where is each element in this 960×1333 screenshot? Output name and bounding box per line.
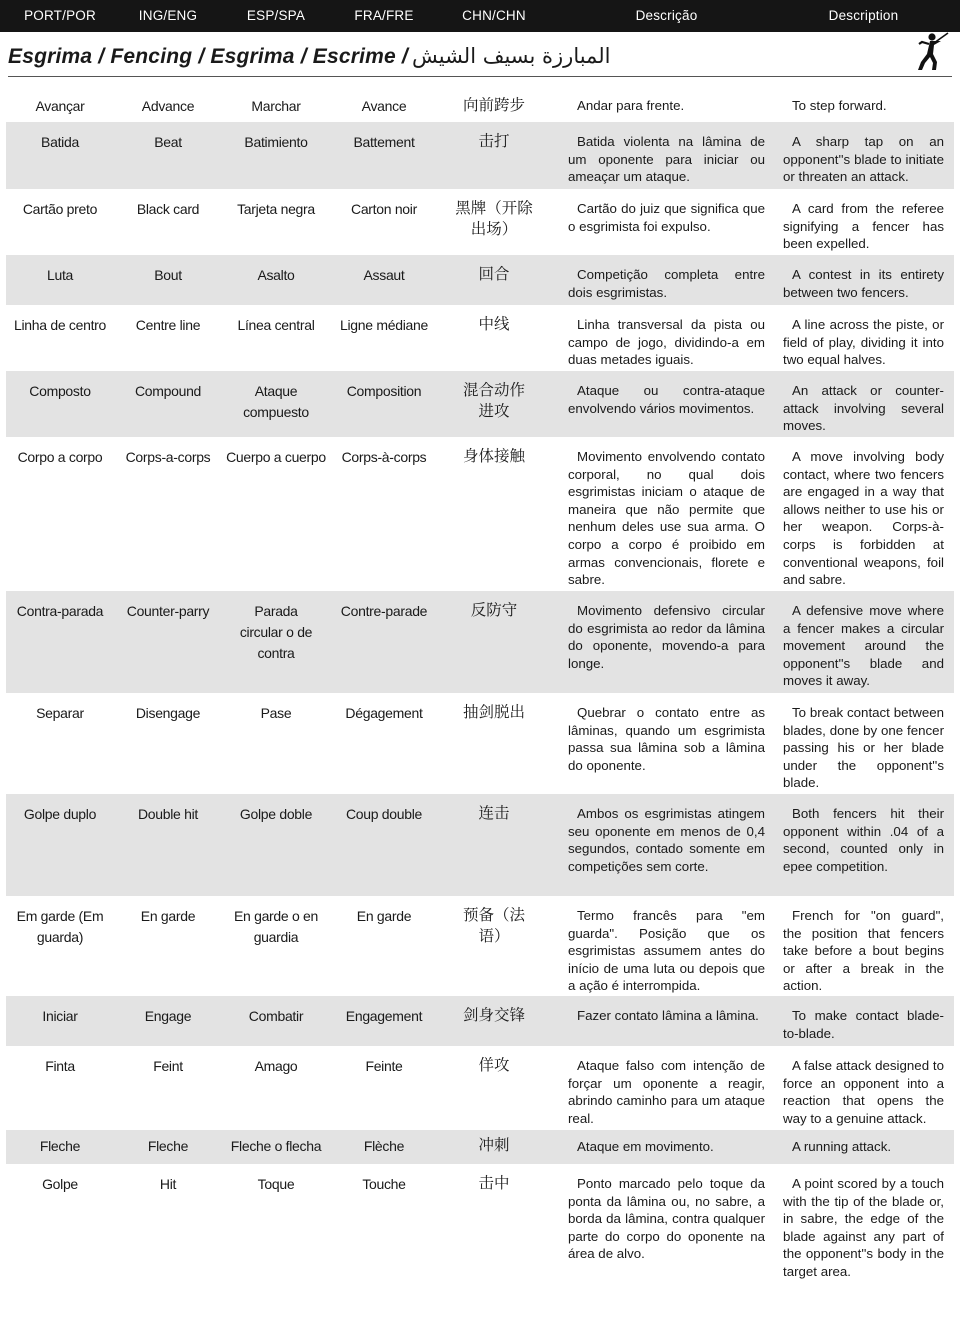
description-pt: Batida violenta na lâmina de um oponente para iniciar ou ameaçar um ataque. — [568, 134, 765, 185]
page-title — [8, 44, 610, 69]
description-pt: Ataque em movimento. — [577, 1139, 714, 1154]
term-fra: Dégagement — [345, 705, 423, 721]
term-spa: Línea central — [237, 317, 315, 333]
term-chn: 剑身交锋 — [462, 1006, 525, 1024]
description-en: A sharp tap on an opponent''s blade to initiate or threaten an attack. — [783, 134, 944, 185]
table-row — [6, 305, 954, 371]
term-spa: Fleche o flecha — [230, 1138, 322, 1154]
term-chn: 预备（法语） — [462, 906, 525, 945]
table-row — [6, 189, 954, 255]
description-en: An attack or counter-attack involving several moves. — [783, 383, 944, 434]
term-por: Separar — [36, 705, 84, 721]
term-eng: Fleche — [147, 1138, 189, 1154]
column-header-bar — [0, 0, 960, 32]
term-eng: Double hit — [137, 806, 199, 822]
term-spa: Ataque compuesto — [243, 383, 309, 420]
term-por: Corpo a corpo — [17, 449, 103, 465]
term-spa: Cuerpo a cuerpo — [226, 449, 326, 465]
term-eng: Disengage — [135, 705, 201, 721]
description-pt: Competição completa entre dois esgrimistas. — [568, 267, 765, 300]
term-fra: Contre-parade — [340, 603, 428, 619]
description-pt: Ataque ou contra-ataque envolvendo vários movimentos. — [568, 383, 765, 416]
description-pt: Ambos os esgrimistas atingem seu oponente em menos de 0,4 segundos, contado somente em competições sem corte. — [568, 806, 765, 874]
description-pt: Movimento defensivo circular do esgrimista ao redor da lâmina do oponente, movendo-a para longe. — [568, 603, 765, 671]
term-eng: Corps-a-corps — [125, 449, 211, 465]
term-spa: Golpe doble — [239, 806, 313, 822]
term-chn: 中线 — [478, 315, 510, 333]
table-row — [6, 896, 954, 996]
term-spa: Toque — [257, 1176, 295, 1192]
term-eng: Advance — [141, 98, 195, 114]
description-en: A false attack designed to force an opponent into a reaction that opens the way to a genuine attack. — [783, 1058, 944, 1126]
column-header-fra: FRA/FRE — [354, 8, 414, 23]
description-pt: Ponto marcado pelo toque da ponta da lâmina ou, no sabre, a borda da lâmina, contra qualquer parte do corpo do oponente na área de alvo. — [568, 1176, 765, 1262]
column-header-eng: ING/ENG — [138, 8, 198, 23]
term-por: Contra-parada — [16, 603, 104, 619]
description-en: A move involving body contact, where two fencers are engaged in a way that allows neither to use his or her weapon. Corps-à-corps is forbidden at conventional weapons, foil and sabre. — [783, 449, 944, 588]
table-row — [6, 371, 954, 437]
table-row — [6, 437, 954, 591]
description-pt: Fazer contato lâmina a lâmina. — [577, 1008, 759, 1023]
description-pt: Quebrar o contato entre as lâminas, quando um esgrimista passa sua lâmina sob a lâmina do oponente. — [568, 705, 765, 773]
term-por: Finta — [45, 1058, 75, 1074]
description-en: French for "on guard", the position that fencers take before a bout begins or after a break in the action. — [783, 908, 944, 994]
term-eng: Centre line — [135, 317, 201, 333]
term-fra: Engagement — [345, 1008, 423, 1024]
column-header-descricao: Descrição — [635, 8, 698, 23]
term-por: Luta — [46, 267, 74, 283]
description-pt: Andar para frente. — [577, 98, 685, 113]
term-eng: Engage — [144, 1008, 192, 1024]
term-por: Golpe duplo — [23, 806, 97, 822]
term-chn: 佯攻 — [478, 1056, 510, 1074]
term-fra: Avance — [361, 98, 407, 114]
table-row — [6, 86, 954, 122]
term-por: Fleche — [39, 1138, 81, 1154]
term-spa: Marchar — [251, 98, 301, 114]
term-spa: Batimiento — [244, 134, 308, 150]
term-spa: Tarjeta negra — [237, 201, 315, 217]
page-title-arabic: المبارزة بسيف الشيش — [411, 44, 611, 68]
description-pt: Termo francês para "em guarda". Posição que os esgrimistas assumem antes do início de uma luta ou depois que a ação é interrompida. — [568, 908, 765, 994]
term-fra: Flèche — [363, 1138, 405, 1154]
term-spa: Pase — [260, 705, 292, 721]
term-eng: Beat — [154, 134, 182, 150]
term-spa: Combatir — [248, 1008, 304, 1024]
term-por: Golpe — [42, 1176, 78, 1192]
term-chn: 抽剑脱出 — [462, 703, 525, 721]
table-row — [6, 1130, 954, 1164]
term-chn: 身体接触 — [462, 447, 525, 465]
description-en: A card from the referee signifying a fencer has been expelled. — [783, 201, 944, 252]
description-en: A defensive move where a fencer makes a circular movement around the opponent''s blade and moves it away. — [783, 603, 944, 689]
term-chn: 冲刺 — [478, 1136, 510, 1154]
term-fra: Coup double — [345, 806, 423, 822]
page-title-row — [8, 38, 952, 77]
table-row — [6, 122, 954, 189]
term-por: Cartão preto — [22, 201, 98, 217]
description-en: To break contact between blades, done by one fencer passing his or her blade under the opponent''s blade. — [783, 705, 944, 791]
description-en: To step forward. — [792, 98, 887, 113]
term-por: Linha de centro — [13, 317, 107, 333]
table-row — [6, 1164, 954, 1314]
description-pt: Ataque falso com intenção de forçar um oponente a reagir, abrindo caminho para um ataque real. — [568, 1058, 765, 1126]
description-pt: Movimento envolvendo contato corporal, no qual dois esgrimistas iniciam o ataque de maneira que não permite que nenhum deles use sua arma. O corpo a corpo é proibido em armas convencionais, florete e sabre. — [568, 449, 765, 588]
term-chn: 连击 — [478, 804, 510, 822]
description-pt: Linha transversal da pista ou campo de jogo, dividindo-a em duas metades iguais. — [568, 317, 765, 368]
term-spa: Asalto — [257, 267, 295, 283]
term-fra: Assaut — [363, 267, 405, 283]
page-title-latin: Esgrima / Fencing / Esgrima / Escrime / — [8, 45, 408, 68]
column-header-description: Description — [828, 8, 899, 23]
description-en: A running attack. — [792, 1139, 892, 1154]
term-eng: Black card — [136, 201, 200, 217]
table-row — [6, 255, 954, 305]
column-header-por: PORT/POR — [24, 8, 96, 23]
description-en: To make contact blade-to-blade. — [783, 1008, 944, 1041]
term-por: Avançar — [35, 98, 85, 114]
term-chn: 回合 — [478, 265, 510, 283]
term-chn: 反防守 — [470, 601, 518, 619]
description-en: A line across the piste, or field of play, dividing it into two equal halves. — [783, 317, 944, 368]
term-fra: Battement — [353, 134, 415, 150]
term-fra: Composition — [346, 383, 422, 399]
term-por: Iniciar — [42, 1008, 78, 1024]
table-row — [6, 996, 954, 1046]
term-eng: Feint — [153, 1058, 183, 1074]
term-chn: 黑牌（开除出场） — [455, 199, 533, 238]
table-row — [6, 794, 954, 896]
term-eng: Counter-parry — [126, 603, 210, 619]
description-en: A contest in its entirety between two fencers. — [783, 267, 944, 300]
term-eng: Bout — [154, 267, 182, 283]
glossary-table — [6, 86, 954, 1314]
fencer-icon — [910, 30, 950, 74]
table-row — [6, 693, 954, 794]
term-fra: Feinte — [365, 1058, 403, 1074]
table-row — [6, 1046, 954, 1130]
table-row — [6, 591, 954, 693]
term-fra: Corps-à-corps — [341, 449, 427, 465]
column-header-spa: ESP/SPA — [246, 8, 306, 23]
term-fra: Ligne médiane — [340, 317, 428, 333]
term-por: Composto — [29, 383, 91, 399]
term-chn: 混合动作进攻 — [462, 381, 525, 420]
term-eng: En garde — [140, 908, 196, 924]
term-eng: Hit — [159, 1176, 177, 1192]
term-spa: Parada circular o de contra — [239, 603, 313, 661]
description-en: Both fencers hit their opponent within .04 of a second, counted only in epee competition. — [783, 806, 944, 874]
description-pt: Cartão do juiz que significa que o esgrimista foi expulso. — [568, 201, 765, 234]
term-fra: Carton noir — [351, 201, 417, 217]
term-por: Em garde (Em guarda) — [16, 908, 104, 945]
term-chn: 击中 — [478, 1174, 510, 1192]
column-header-chn: CHN/CHN — [462, 8, 526, 23]
term-fra: Touche — [362, 1176, 406, 1192]
term-chn: 击打 — [478, 132, 510, 150]
term-eng: Compound — [134, 383, 202, 399]
term-spa: En garde o en guardia — [233, 908, 319, 945]
description-en: A point scored by a touch with the tip of the blade or, in sabre, the edge of the blade against any part of the opponent''s body in the target area. — [783, 1176, 944, 1279]
term-chn: 向前跨步 — [462, 96, 525, 114]
term-fra: En garde — [356, 908, 412, 924]
term-spa: Amago — [254, 1058, 298, 1074]
term-por: Batida — [41, 134, 79, 150]
